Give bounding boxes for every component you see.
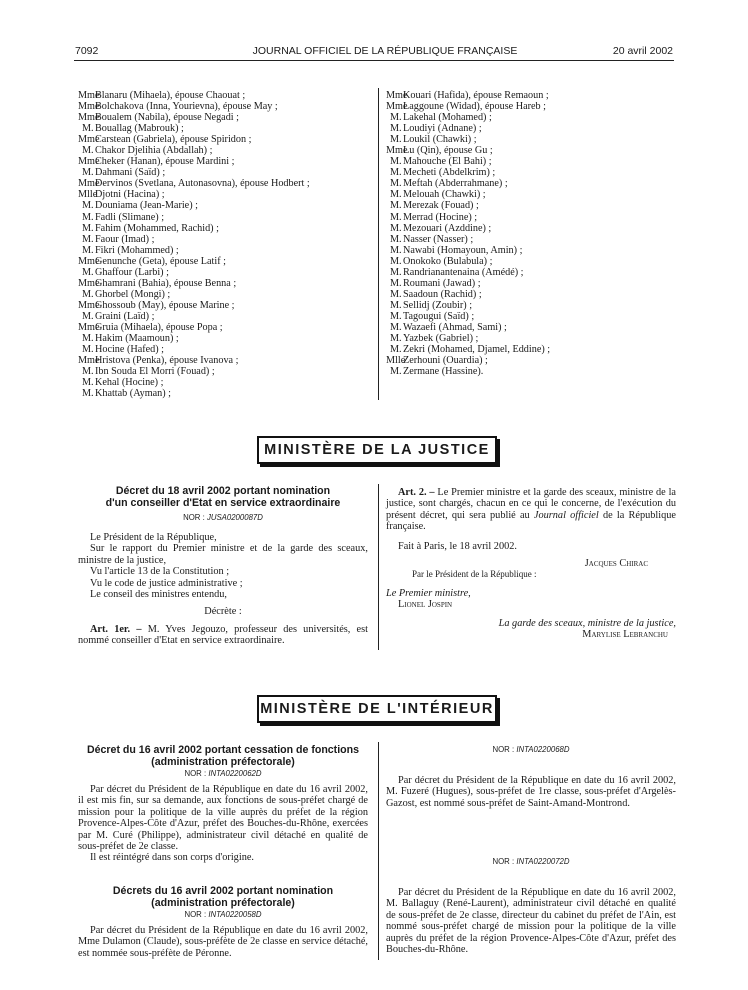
name-entry — [78, 355, 368, 366]
name-text: Douniama (Jean-Marie) ; — [95, 200, 198, 212]
name-text: Blanaru (Mihaela), épouse Chaouat ; — [95, 90, 246, 101]
decree-1-title-line-1: Décret du 16 avril 2002 portant cessation de fonctions — [87, 744, 359, 756]
name-entry — [386, 234, 676, 245]
name-text: Zerhouni (Ouardia) ; — [403, 355, 488, 367]
fait-line: Fait à Paris, le 18 avril 2002. — [398, 540, 517, 552]
name-entry — [386, 278, 676, 289]
name-title: M. — [82, 310, 94, 322]
decree-title-line-2: d'un conseiller d'Etat en service extraordinaire — [105, 496, 341, 509]
name-title: M. — [390, 112, 402, 124]
name-text: Graini (Laïd) ; — [95, 310, 155, 322]
name-entry — [78, 223, 368, 234]
name-entry — [78, 112, 368, 123]
decree-2-paragraph-1: Par décret du Président de la République en date du 16 avril 2002, Mme Dulamon (Claude), sous-préfète de 2e classe en service détaché, est nommée sous-préfète de Péronne. — [78, 925, 368, 959]
garde-title: La garde des sceaux, ministre de la justice, — [498, 617, 676, 629]
name-title: Mme — [78, 112, 100, 124]
name-text: Carstean (Gabriela), épouse Spiridon ; — [95, 134, 252, 146]
name-title: Mme — [78, 255, 100, 267]
name-title: M. — [82, 266, 94, 278]
name-title: M. — [390, 366, 402, 378]
nor-label: NOR : — [183, 513, 205, 522]
name-entry — [78, 377, 368, 388]
article-2 — [386, 487, 676, 533]
name-text: Nawabi (Homayoun, Amin) ; — [403, 244, 523, 256]
name-text: Randrianantenaina (Amédé) ; — [403, 266, 524, 278]
decree-2-title-line-2: (administration préfectorale) — [151, 896, 295, 909]
name-title: Mme — [386, 101, 408, 113]
name-title: M. — [390, 200, 402, 212]
article-1-label: Art. 1er. – — [90, 623, 142, 635]
name-text: Fadli (Slimane) ; — [95, 211, 165, 223]
column-divider — [378, 484, 379, 650]
decrete-line: Décrète : — [204, 606, 242, 618]
nor-label: NOR : — [184, 769, 207, 778]
nor-code: INTA0220072D — [516, 857, 570, 866]
name-entry — [78, 289, 368, 300]
name-text: Fahim (Mohammed, Rachid) ; — [95, 222, 219, 234]
name-text: Merrad (Hocine) ; — [403, 211, 478, 223]
name-text: Sellidj (Zoubir) ; — [403, 299, 473, 311]
name-title: M. — [82, 123, 94, 135]
name-entry — [386, 145, 676, 156]
name-text: Nasser (Nasser) ; — [403, 233, 474, 245]
name-entry — [78, 156, 368, 167]
column-divider — [378, 742, 379, 960]
name-text: Gruia (Mihaela), épouse Popa ; — [95, 321, 223, 333]
name-text: Faour (Imad) ; — [95, 233, 155, 245]
name-title: M. — [390, 299, 402, 311]
name-text: Meftah (Abderrahmane) ; — [403, 178, 508, 190]
name-text: Roumani (Jawad) ; — [403, 277, 481, 289]
name-text: Loukil (Chawki) ; — [403, 134, 477, 146]
garde-name: Marylise Lebranchu — [582, 629, 668, 641]
name-title: M. — [390, 233, 402, 245]
name-title: M. — [82, 244, 94, 256]
name-entry — [386, 178, 676, 189]
decree-title — [78, 486, 368, 509]
name-text: Ghamrani (Bahia), épouse Benna ; — [95, 277, 237, 289]
decree-preamble-1: Le Président de la République, — [90, 532, 217, 543]
name-text: Loudiyi (Adnane) ; — [403, 123, 482, 135]
name-entry — [386, 322, 676, 333]
name-entry — [78, 388, 368, 399]
name-title: M. — [390, 321, 402, 333]
name-entry — [386, 366, 676, 377]
name-entry — [386, 212, 676, 223]
decree-body-continued — [386, 487, 676, 640]
name-entry — [78, 167, 368, 178]
name-entry — [78, 333, 368, 344]
nor-code: INTA0220068D — [516, 745, 570, 754]
name-title: M. — [82, 200, 94, 212]
nor-label: NOR : — [492, 857, 515, 866]
nor-reference — [78, 909, 368, 920]
name-title: M. — [82, 288, 94, 300]
name-title: Mme — [78, 156, 100, 168]
column-divider — [378, 88, 379, 400]
name-title: Mme — [78, 90, 100, 101]
name-entry — [78, 212, 368, 223]
name-text: Kehal (Hocine) ; — [95, 377, 164, 389]
decree-4-paragraph-1: Par décret du Président de la République en date du 16 avril 2002, M. Ballaguy (René-Laurent), administrateur civil détaché en qualité de sous-préfet de 2e classe, directeur du cabinet du préfet de l'Ain, est nommé sous-préfet chargé de mission pour la politique de la ville auprès du préfet de la région Provence-Alpes-Côte d'Azur, préfet des Bouches-du-Rhône. — [386, 887, 676, 956]
names-list-left — [78, 90, 368, 399]
name-text: Bouallag (Mabrouk) ; — [95, 123, 184, 135]
name-entry — [386, 355, 676, 366]
name-text: Onokoko (Bulabula) ; — [403, 255, 493, 267]
name-entry — [386, 189, 676, 200]
nor-label: NOR : — [492, 745, 515, 754]
signature-president: Jacques Chirac — [584, 558, 648, 570]
name-title: M. — [390, 266, 402, 278]
name-text: Lu (Qin), épouse Gu ; — [403, 145, 493, 157]
name-title: M. — [390, 333, 402, 345]
name-title: M. — [82, 222, 94, 234]
decree-1-paragraph-2: Il est réintégré dans son corps d'origine. — [90, 852, 254, 864]
name-title: M. — [390, 310, 402, 322]
name-entry — [386, 156, 676, 167]
name-text: Cheker (Hanan), épouse Mardini ; — [95, 156, 235, 168]
decree-1-title — [78, 745, 368, 768]
name-title: M. — [390, 211, 402, 223]
name-entry — [386, 333, 676, 344]
premier-ministre-title: Le Premier ministre, — [386, 587, 471, 599]
article-1-text: M. Yves Jegouzo, professeur des universités, est nommé conseiller d'Etat en service extraordinaire. — [78, 623, 368, 647]
article-2-journal: Journal officiel — [533, 509, 599, 521]
name-entry — [386, 90, 676, 101]
name-entry — [386, 267, 676, 278]
name-text: Ghorbel (Mongi) ; — [95, 288, 171, 300]
name-title: Mme — [78, 321, 100, 333]
name-text: Chakor Djelihia (Abdallah) ; — [95, 145, 213, 157]
name-text: Yazbek (Gabriel) ; — [403, 333, 479, 345]
name-title: M. — [390, 134, 402, 146]
name-entry — [78, 234, 368, 245]
article-2-text-a: Le Premier ministre et la garde des sceaux, ministre de la justice, sont chargés, chacun en ce qui le concerne, de l'exécution du présent décret, qui sera publié au — [386, 487, 676, 521]
name-entry — [78, 134, 368, 145]
name-title: M. — [82, 145, 94, 157]
name-title: M. — [82, 233, 94, 245]
article-1 — [78, 624, 368, 647]
name-title: M. — [390, 156, 402, 168]
name-text: Mahouche (El Bahi) ; — [403, 156, 492, 168]
name-title: Mme — [78, 101, 100, 113]
name-title: Mme — [78, 299, 100, 311]
name-title: M. — [390, 167, 402, 179]
name-entry — [386, 256, 676, 267]
nor-reference — [78, 768, 368, 779]
name-entry — [78, 200, 368, 211]
name-title: Mme — [78, 178, 100, 190]
decree-2-title — [78, 886, 368, 909]
name-text: Ghossoub (May), épouse Marine ; — [95, 299, 235, 311]
decree-2-title-line-1: Décrets du 16 avril 2002 portant nomination — [112, 885, 334, 897]
name-title: M. — [82, 211, 94, 223]
decree-title-line-1: Décret du 18 avril 2002 portant nomination — [115, 485, 331, 497]
name-text: Genunche (Geta), épouse Latif ; — [95, 255, 226, 267]
decree-4-body — [386, 887, 676, 955]
name-text: Mezouari (Azddine) ; — [403, 222, 492, 234]
name-entry — [386, 223, 676, 234]
name-entry — [386, 311, 676, 322]
name-title: M. — [390, 277, 402, 289]
name-text: Khattab (Ayman) ; — [95, 388, 172, 400]
name-entry — [78, 256, 368, 267]
decree-preamble-2: Sur le rapport du Premier ministre et de la garde des sceaux, ministre de la justice, — [78, 543, 368, 566]
nor-reference — [386, 856, 676, 867]
decree-1-paragraph-1: Par décret du Président de la République en date du 16 avril 2002, il est mis fin, sur sa demande, aux fonctions de sous-préfet chargé de mission pour la politique de la ville auprès du préfet de la région Provence-Alpes-Côte d'Azur, préfet des Bouches-du-Rhône, exercées par M. Curé (Philippe), administrateur civil détaché en qualité de sous-préfet de 2e classe. — [78, 784, 368, 853]
decree-3-paragraph-1: Par décret du Président de la République en date du 16 avril 2002, M. Fuzeré (Hugues), sous-préfet de 1re classe, sous-préfet d'Argelès-Gazost, est nommé sous-préfet de Saint-Amand-Montrond. — [386, 775, 676, 809]
name-entry — [78, 344, 368, 355]
name-title: Mlle — [78, 189, 98, 201]
name-text: Kouari (Hafida), épouse Remaoun ; — [403, 90, 549, 101]
decree-1-title-line-2: (administration préfectorale) — [151, 755, 295, 768]
name-text: Merezak (Fouad) ; — [403, 200, 479, 212]
name-entry — [78, 366, 368, 377]
name-text: Wazaefi (Ahmad, Sami) ; — [403, 321, 507, 333]
name-title: M. — [390, 288, 402, 300]
name-title: M. — [390, 222, 402, 234]
name-title: Mme — [78, 355, 100, 367]
name-title: M. — [390, 178, 402, 190]
name-text: Saadoun (Rachid) ; — [403, 288, 482, 300]
name-entry — [78, 123, 368, 134]
name-entry — [386, 289, 676, 300]
name-text: Dervinos (Svetlana, Autonasovna), épouse Hodbert ; — [95, 178, 310, 190]
nor-label: NOR : — [184, 910, 207, 919]
article-2-text-b: de la République française. — [386, 509, 677, 533]
name-text: Zekri (Mohamed, Djamel, Eddine) ; — [403, 344, 551, 356]
name-entry — [386, 200, 676, 211]
name-title: M. — [82, 167, 94, 179]
name-title: M. — [82, 377, 94, 389]
page-number: 7092 — [75, 45, 99, 57]
name-title: M. — [390, 244, 402, 256]
name-entry — [78, 178, 368, 189]
name-title: M. — [82, 366, 94, 378]
name-entry — [386, 245, 676, 256]
nor-code: JUSA0200087D — [206, 513, 263, 522]
name-entry — [386, 344, 676, 355]
name-title: M. — [82, 344, 94, 356]
name-text: Laggoune (Widad), épouse Hareb ; — [403, 101, 547, 113]
name-text: Djotni (Hacina) ; — [95, 189, 165, 201]
name-text: Lakehal (Mohamed) ; — [403, 112, 492, 124]
name-entry — [386, 134, 676, 145]
name-text: Bolchakova (Inna, Yourievna), épouse May ; — [95, 101, 278, 113]
name-entry — [78, 311, 368, 322]
nor-reference — [78, 512, 368, 523]
name-text: Hristova (Penka), épouse Ivanova ; — [95, 355, 239, 367]
name-text: Hakim (Maamoun) ; — [95, 333, 179, 345]
name-text: Dahmani (Saïd) ; — [95, 167, 166, 179]
name-text: Ibn Souda El Morri (Fouad) ; — [95, 366, 215, 378]
name-entry — [78, 145, 368, 156]
name-title: M. — [390, 189, 402, 201]
nor-code: INTA0220058D — [208, 910, 262, 919]
name-title: Mme — [386, 145, 408, 157]
name-title: M. — [390, 123, 402, 135]
journal-title: JOURNAL OFFICIEL DE LA RÉPUBLIQUE FRANÇAISE — [252, 45, 518, 57]
name-entry — [78, 245, 368, 256]
header-rule — [74, 60, 674, 61]
name-entry — [386, 300, 676, 311]
nor-code: INTA0220062D — [208, 769, 262, 778]
name-entry — [78, 300, 368, 311]
name-text: Hocine (Hafed) ; — [95, 344, 165, 356]
name-text: Mecheti (Abdelkrim) ; — [403, 167, 496, 179]
name-entry — [78, 278, 368, 289]
decree-2-body — [78, 925, 368, 959]
name-title: M. — [82, 333, 94, 345]
name-title: M. — [390, 344, 402, 356]
name-title: Mme — [386, 90, 408, 101]
name-entry — [386, 112, 676, 123]
name-title: Mlle — [386, 355, 406, 367]
decree-1-body — [78, 784, 368, 864]
decree-preamble-4: Vu le code de justice administrative ; — [90, 577, 243, 589]
decree-body — [78, 532, 368, 647]
name-entry — [386, 167, 676, 178]
decree-3-body — [386, 775, 676, 809]
name-entry — [78, 101, 368, 112]
name-title: Mme — [78, 134, 100, 146]
names-list-right — [386, 90, 676, 377]
name-text: Boualem (Nabila), épouse Negadi ; — [95, 112, 239, 124]
name-text: Fikri (Mohammed) ; — [95, 244, 179, 256]
name-title: M. — [390, 255, 402, 267]
decree-preamble-3: Vu l'article 13 de la Constitution ; — [90, 566, 230, 578]
name-text: Tagougui (Saïd) ; — [403, 310, 475, 322]
article-2-label: Art. 2. – — [398, 487, 435, 498]
issue-date: 20 avril 2002 — [612, 45, 673, 57]
premier-ministre-name: Lionel Jospin — [398, 599, 453, 611]
name-text: Zermane (Hassine). — [403, 366, 484, 378]
name-entry — [78, 322, 368, 333]
par-le-president: Par le Président de la République : — [412, 569, 537, 580]
name-entry — [386, 123, 676, 134]
name-entry — [78, 90, 368, 101]
ministry-interieur-banner: MINISTÈRE DE L'INTÉRIEUR — [257, 695, 497, 723]
ministry-justice-banner: MINISTÈRE DE LA JUSTICE — [257, 436, 497, 464]
name-title: M. — [82, 388, 94, 400]
name-text: Ghaffour (Larbi) ; — [95, 266, 169, 278]
name-title: Mme — [78, 277, 100, 289]
name-entry — [386, 101, 676, 112]
decree-preamble-5: Le conseil des ministres entendu, — [90, 589, 227, 601]
name-entry — [78, 189, 368, 200]
name-entry — [78, 267, 368, 278]
nor-reference — [386, 744, 676, 755]
name-text: Melouah (Chawki) ; — [403, 189, 486, 201]
